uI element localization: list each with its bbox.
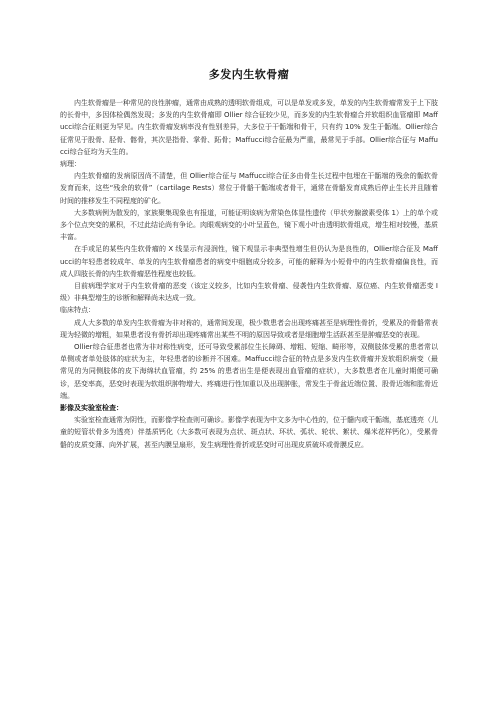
section-label: 病理： [60,160,81,169]
paragraph: 内生软骨瘤的发病原因尚不清楚，但 Ollier综合征与 Maffucci综合征多由骨生长过程中包埋在干骺端的残余的骺软骨发育而来，这些“残余的软骨”（cartilage Rests）常位于骨骼干骺端或者骨干，通常在骨骼发育成熟后停止生长并且随着时间的推移发生不同程度的矿化。 [60,172,438,205]
paragraph: 实验室检查通常为阴性，而影像学检查则可确诊。影像学表现为中文多为中心性的，位于髓内或干骺端，基底透亮（儿童的短管状骨多为透亮）伴基质钙化（大多数可表现为点状、斑点状、环状、弧状、轮状、絮状、爆米花样钙化），受累骨骼的皮质变薄、向外扩展，甚至内膜呈扇形，发生病理性骨折或恶变时可出现皮质破坏或骨膜反应。 [60,416,438,449]
paragraph: 内生软骨瘤是一种常见的良性肿瘤，通常由成熟的透明软骨组成，可以是单发或多发，单发的内生软骨瘤常发于上下肢的长骨中，多因体检偶然发现；多发的内生软骨瘤即 Ollier 综合征较少见，而多发的内生软骨瘤合并软组织血管瘤即 Maffucci综合征则更为罕见。内生软骨瘤发病率没有性别差异，大多位于干骺端和骨干，只有约 10% 发生于骺端。Ollier综合征常见于股骨、胫骨、髂骨，其次是指骨、掌骨、跖骨；Maffucci综合征最为严重，最常见于手部。Ollier综合征与 Maffucci综合征均为天生的。 [60,99,438,156]
paragraph: 目前病理学家对于内生软骨瘤的恶变（该定义较多，比如内生软骨瘤、侵袭性内生软骨瘤、原位癌、内生软骨瘤恶变 I级）非典型增生的诊断和解释尚未达成一致。 [60,282,438,303]
paragraph: 成人大多数的单发内生软骨瘤为非对称的，通常间发现，极少数患者会出现疼痛甚至是病理性骨折，受累及的骨骼常表现为轻微的增粗，如果患者没有骨折却出现疼痛常出某些不明的原因导致或者是细胞增生活跃甚至是肿瘤恶变的表现。 [60,318,438,339]
document-title: 多发内生软骨瘤 [208,68,290,81]
section-label: 临床特点： [60,306,95,315]
paragraph: 大多数病例为散发的，家族聚集现象也有报道，可能证明该病为常染色体显性遗传（甲状旁腺激素受体 1）上的单个或多个位点突变的累积，不过此结论尚有争论。肉眼观病变的小叶呈蓝色，镜下观小叶由透明软骨组成，增生相对较慢，基质丰富。 [60,208,438,242]
section-heading: 影像及实验室检查： [60,404,123,413]
paragraph: Ollier综合征患者也常为非对称性病变，还可导致受累部位生长障碍、增粗、短缩、畸形等，双侧肢体受累的患者常以单侧或者单处肢体的症状为主，年轻患者的诊断并不困难。Maffucci综合征的特点是多发内生软骨瘤并发软组织病变（最常见的为同侧肢体的皮下海绵状血管瘤，约 25% 的患者出生是便表现出血管瘤的症状），大多数患者在儿童时期便可确诊，恶变率高，恶变时表现为软组织肿物增大、疼痛进行性加重以及出现肿胀，常发生于骨盆近端位置、股骨近端和肱骨近端。 [60,343,438,400]
paragraph: 在手或足的某些内生软骨瘤的 X 线显示有浸润性，镜下观显示非典型性增生但仍认为是良性的，Ollier综合征及 Maffucci的年轻患者较成年、单发的内生软骨瘤患者的病变中细胞成分较多，可能的解释为小短骨中的内生软骨瘤偏良性，而成人四肢长骨的内生软骨瘤恶性程度也较低。 [60,245,438,278]
